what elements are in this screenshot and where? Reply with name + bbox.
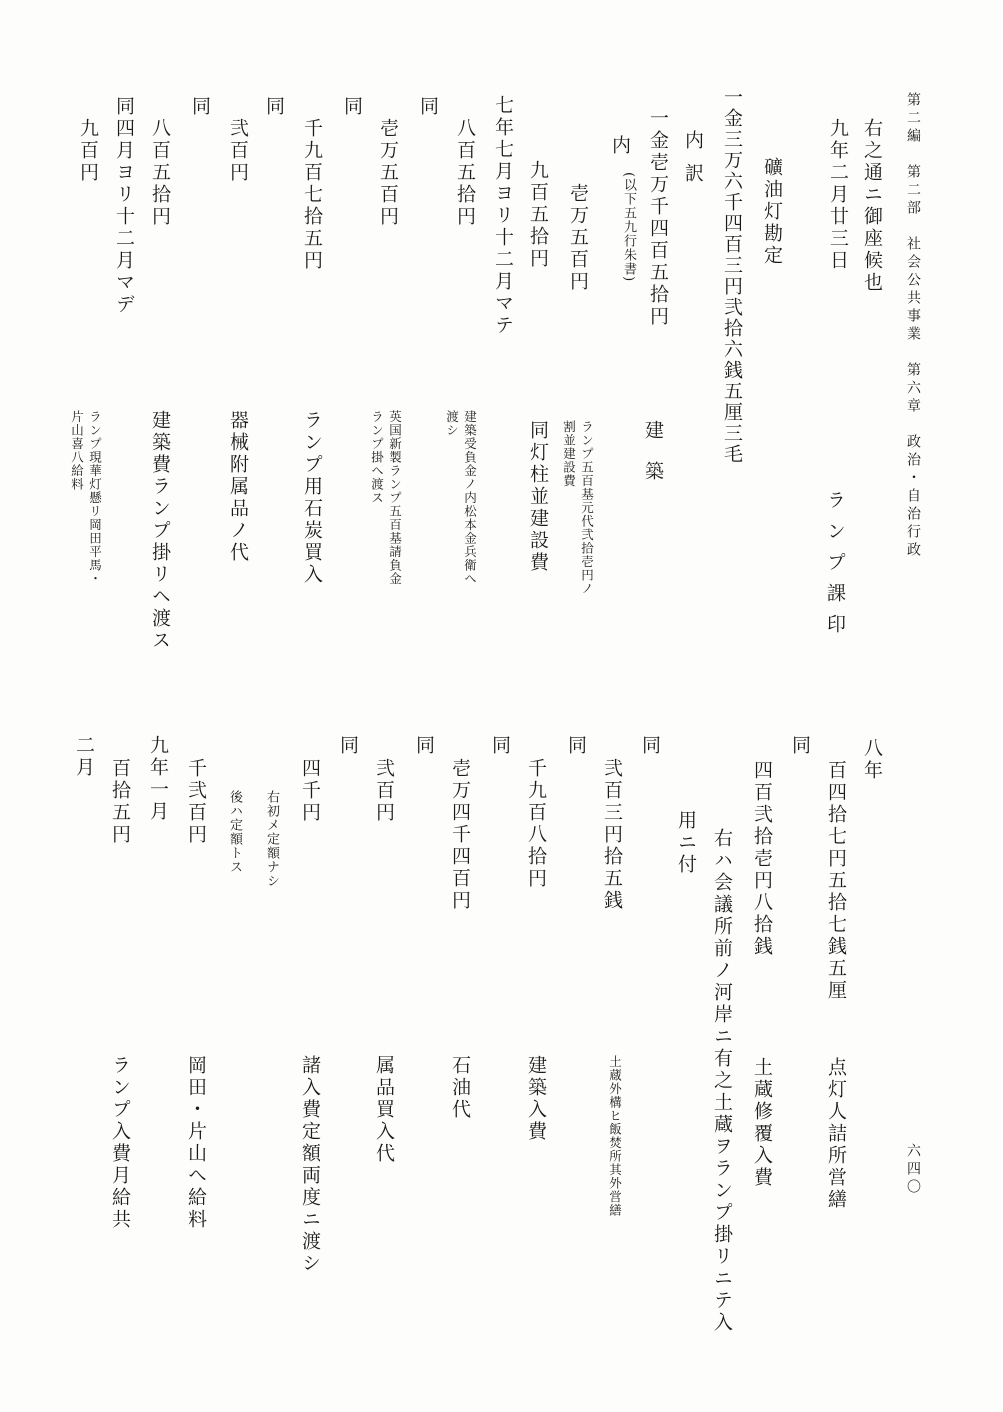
running-header: 第二編 第二部 社会公共事業 第六章 政治・自治行政 — [905, 92, 921, 560]
note-line: 後ハ定額トス — [227, 790, 242, 874]
ditto-mark: 同 — [413, 735, 435, 757]
description-line: 片山喜八給料 — [69, 410, 85, 491]
amount-line: 八百五拾円 — [454, 118, 476, 228]
description-line: 渡シ — [444, 410, 460, 437]
amount-line: 百四拾七円五拾七銭五厘 — [825, 760, 847, 1002]
description-line: ランプ掛へ渡ス — [369, 410, 385, 505]
year-heading: 八年 — [861, 738, 883, 782]
ditto-mark: 同 — [189, 96, 211, 118]
description-line: 建築入費 — [525, 1055, 547, 1143]
amount-line: 壱万五百円 — [567, 183, 589, 293]
breakdown-heading: 内訳 — [682, 130, 704, 196]
amount-line: 千弐百円 — [185, 758, 207, 846]
description-line: 同灯柱並建設費 — [527, 420, 549, 574]
ditto-mark: 同 — [489, 735, 511, 757]
amount-line: 弐百三円拾五銭 — [601, 758, 623, 912]
date-line: 同四月ヨリ十二月マデ — [113, 96, 135, 316]
description-line: ランプ現華灯懸リ岡田平馬・ — [87, 410, 103, 586]
total-amount: 一金三万六千四百三円弐拾六銭五厘三毛 — [721, 87, 743, 465]
description-line: 建築費ランプ掛リヘ渡ス — [149, 410, 171, 652]
amount-line: 九百円 — [77, 118, 99, 184]
description-line: ランプ用石炭買入 — [301, 410, 323, 586]
description-line: 土蔵修覆入費 — [751, 1057, 773, 1189]
description-line: 器械附属品ノ代 — [227, 410, 249, 564]
amount-line: 弐百円 — [373, 758, 395, 824]
ditto-mark: 同 — [263, 96, 285, 118]
description-line: 属品買入代 — [373, 1055, 395, 1165]
amount-line: 四千円 — [299, 758, 321, 824]
ditto-mark: 同 — [639, 735, 661, 757]
section-title: 礦油灯勘定 — [761, 157, 783, 267]
description-line: 石油代 — [449, 1055, 471, 1121]
date-line: 九年二月廿三日 — [827, 118, 849, 272]
amount-line: 百拾五円 — [109, 758, 131, 846]
seal-line: ランプ課印 — [824, 490, 846, 645]
ditto-mark: 同 — [337, 735, 359, 757]
ditto-mark: 同 — [417, 96, 439, 118]
ditto-mark: 同 — [565, 735, 587, 757]
annotation-note: (以下五九行朱書) — [621, 172, 636, 283]
amount-line: 千九百八拾円 — [525, 758, 547, 890]
amount-line: 弐百円 — [227, 118, 249, 184]
note-line: 用ニ付 — [675, 810, 697, 876]
description-line: 英国新製ランプ五百基請負金 — [387, 410, 403, 586]
amount-line: 千九百七拾五円 — [301, 118, 323, 272]
inner-label: 内 — [609, 135, 631, 157]
ditto-mark: 同 — [341, 96, 363, 118]
date-line: 九年一月 — [147, 735, 169, 823]
description-line: ランプ入費月給共 — [109, 1055, 131, 1231]
page-number: 六四〇 — [905, 1143, 921, 1197]
description-line: 土蔵外構ヒ飯焚所其外営繕 — [607, 1055, 623, 1217]
note-line: 右ハ会議所前ノ河岸ニ有之土蔵ヲランプ掛リニテ入 — [711, 828, 733, 1334]
description-line: ランプ五百基元代弐拾壱円ノ — [579, 420, 595, 596]
description-line: 岡田・片山へ給料 — [185, 1055, 207, 1231]
amount-line: 八百五拾円 — [149, 118, 171, 228]
amount-line: 壱万四千四百円 — [449, 758, 471, 912]
date-line: 二月 — [73, 735, 95, 779]
description-line: 割並建設費 — [561, 420, 577, 488]
amount-line: 壱万五百円 — [377, 118, 399, 228]
description-line: 諸入費定額両度ニ渡シ — [299, 1055, 321, 1275]
category-heading: 建築 — [642, 420, 664, 502]
amount-line: 四百弐拾壱円八拾銭 — [751, 760, 773, 958]
text-line: 右之通ニ御座候也 — [861, 118, 883, 294]
description-line: 建築受負金ノ内松本金兵衛へ — [462, 410, 478, 586]
description-line: 点灯人詰所営繕 — [825, 1057, 847, 1211]
amount-line: 九百五拾円 — [527, 160, 549, 270]
amount-line: 一金壱万千四百五拾円 — [647, 108, 669, 328]
note-line: 右初メ定額ナシ — [264, 790, 279, 888]
date-line: 七年七月ヨリ十二月マテ — [492, 95, 514, 337]
ditto-mark: 同 — [789, 735, 811, 757]
